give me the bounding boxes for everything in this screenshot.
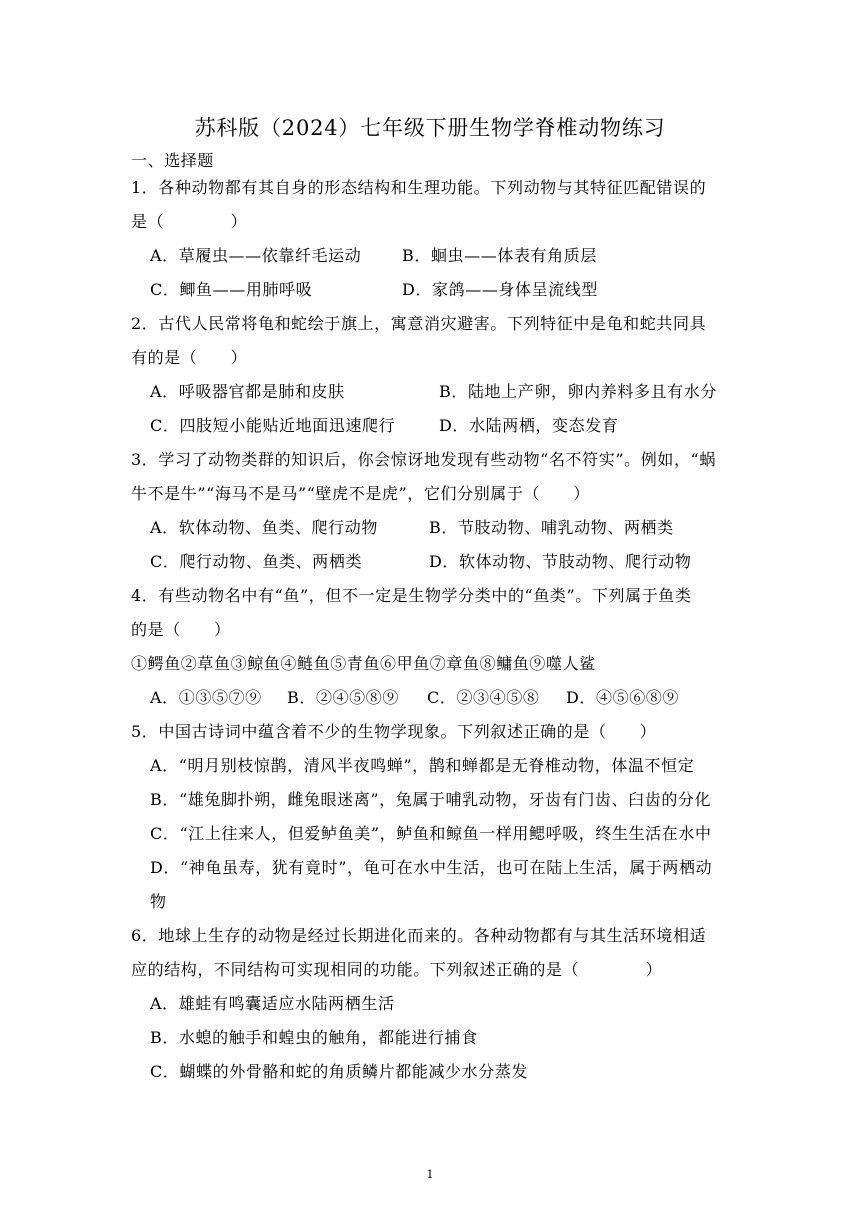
question-3-stem-line-1: 3．学习了动物类群的知识后，你会惊讶地发现有些动物“名不符实”。例如，“蜗 (131, 450, 716, 469)
question-6-stem-line-1: 6．地球上生存的动物是经过长期进化而来的。各种动物都有与其生活环境相适 (131, 926, 707, 945)
question-6-stem-line-2: 应的结构，不同结构可实现相同的功能。下列叙述正确的是（ ） (131, 960, 663, 979)
question-6-option-b: B．水螅的触手和蝗虫的触角，都能进行捕食 (150, 1028, 478, 1047)
question-6-option-c: C．蝴蝶的外骨骼和蛇的角质鳞片都能减少水分蒸发 (150, 1062, 529, 1081)
question-4-stem-line-1: 4．有些动物名中有“鱼”，但不一定是生物学分类中的“鱼类”。下列属于鱼类 (131, 586, 692, 605)
question-5-option-c: C．“江上往来人，但爱鲈鱼美”，鲈鱼和鲸鱼一样用鳃呼吸，终生生活在水中 (150, 824, 712, 843)
question-3-option-c: C．爬行动物、鱼类、两栖类 (150, 552, 363, 571)
question-5-option-b: B．“雄兔脚扑朔，雌兔眼迷离”，兔属于哺乳动物，牙齿有门齿、臼齿的分化 (150, 790, 712, 809)
question-1-stem-line-2: 是（ ） (131, 212, 248, 231)
question-2-option-d: D．水陆两栖，变态发育 (439, 416, 619, 435)
question-3-option-b: B．节肢动物、哺乳动物、两栖类 (429, 518, 674, 537)
question-1-stem-line-1: 1．各种动物都有其自身的形态结构和生理功能。下列动物与其特征匹配错误的 (131, 178, 707, 197)
question-2-stem-line-2: 有的是（ ） (131, 348, 248, 367)
question-1-option-a: A．草履虫——依靠纤毛运动 (150, 246, 362, 265)
question-4-option-c: C．②③④⑤⑧ (427, 688, 540, 707)
section-heading: 一、选择题 (131, 151, 215, 170)
question-3-stem-line-2: 牛不是牛”“海马不是马”“壁虎不是虎”，它们分别属于（ ） (131, 484, 590, 503)
question-5-stem: 5．中国古诗词中蕴含着不少的生物学现象。下列叙述正确的是（ ） (131, 722, 657, 741)
page-number: 1 (426, 1168, 434, 1181)
question-3-option-d: D．软体动物、节肢动物、爬行动物 (429, 552, 692, 571)
question-1-option-b: B．蛔虫——体表有角质层 (402, 246, 597, 265)
question-2-stem-line-1: 2．古代人民常将龟和蛇绘于旗上，寓意消灾避害。下列特征中是龟和蛇共同具 (131, 314, 707, 333)
question-5-option-d-continued: 物 (150, 892, 167, 911)
question-1-option-c: C．鲫鱼——用肺呼吸 (150, 280, 313, 299)
question-3-option-a: A．软体动物、鱼类、爬行动物 (150, 518, 378, 537)
question-2-option-c: C．四肢短小能贴近地面迅速爬行 (150, 416, 396, 435)
question-2-option-b: B．陆地上产卵，卵内养料多且有水分 (439, 382, 717, 401)
question-4-stem-line-2: 的是（ ） (131, 620, 231, 639)
question-4-option-a: A．①③⑤⑦⑨ (150, 688, 262, 707)
document-title: 苏科版（2024）七年级下册生物学脊椎动物练习 (194, 116, 666, 140)
question-4-option-d: D．④⑤⑥⑧⑨ (566, 688, 680, 707)
question-2-option-a: A．呼吸器官都是肺和皮肤 (150, 382, 345, 401)
question-4-animal-list: ①鳄鱼②草鱼③鲸鱼④鲢鱼⑤青鱼⑥甲鱼⑦章鱼⑧鳙鱼⑨噬人鲨 (131, 654, 596, 673)
question-5-option-d: D．“神龟虽寿，犹有竟时”，龟可在水中生活，也可在陆上生活，属于两栖动 (150, 858, 713, 877)
question-6-option-a: A．雄蛙有鸣囊适应水陆两栖生活 (150, 994, 395, 1013)
question-5-option-a: A．“明月别枝惊鹊，清风半夜鸣蝉”，鹊和蝉都是无脊椎动物，体温不恒定 (150, 756, 695, 775)
question-4-option-b: B．②④⑤⑧⑨ (287, 688, 399, 707)
question-1-option-d: D．家鸽——身体呈流线型 (402, 280, 599, 299)
